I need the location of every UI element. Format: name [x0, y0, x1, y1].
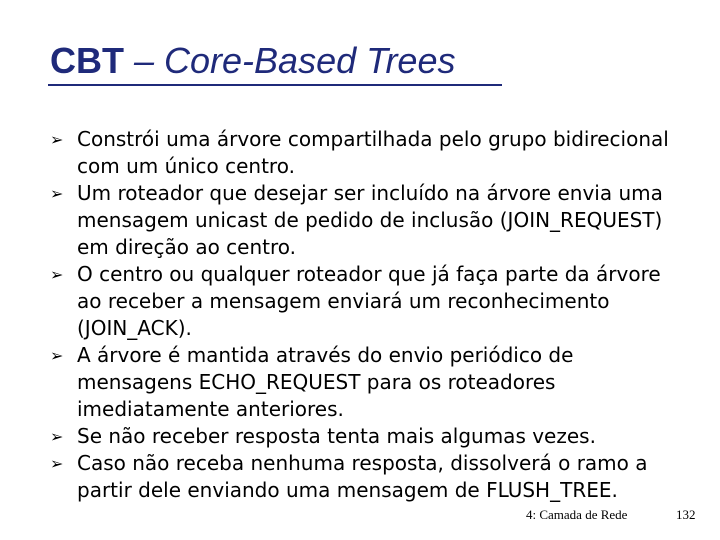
bullet-text: Caso não receba nenhuma resposta, dissolverá o ramo a partir dele enviando uma mensagem de FLUSH_TREE. [77, 451, 648, 502]
bullet-text: Constrói uma árvore compartilhada pelo grupo bidirecional com um único centro. [77, 127, 669, 178]
bullet-text: Um roteador que desejar ser incluído na árvore envia uma mensagem unicast de pedido de inclusão (JOIN_REQUEST) em direção ao centro. [77, 181, 663, 259]
bullet-item [50, 423, 670, 450]
bullet-item [50, 342, 670, 423]
arrow-bullet-icon: ➢ [50, 427, 64, 446]
arrow-bullet-icon: ➢ [50, 346, 64, 365]
title-acronym: CBT [50, 40, 124, 81]
slide-title [50, 40, 455, 82]
arrow-bullet-icon: ➢ [50, 454, 64, 473]
bullet-item [50, 180, 670, 261]
arrow-bullet-icon: ➢ [50, 265, 64, 284]
bullet-text: O centro ou qualquer roteador que já faça parte da árvore ao receber a mensagem enviará um reconhecimento (JOIN_ACK). [77, 262, 661, 340]
bullet-list [50, 126, 670, 504]
bullet-item [50, 450, 670, 504]
bullet-text: Se não receber resposta tenta mais algumas vezes. [77, 424, 596, 448]
title-rest: – Core-Based Trees [124, 40, 456, 81]
bullet-item [50, 261, 670, 342]
arrow-bullet-icon: ➢ [50, 130, 64, 149]
title-underline [48, 84, 502, 86]
bullet-text: A árvore é mantida através do envio periódico de mensagens ECHO_REQUEST para os roteadores imediatamente anteriores. [77, 343, 574, 421]
arrow-bullet-icon: ➢ [50, 184, 64, 203]
bullet-item [50, 126, 670, 180]
footer-chapter: 4: Camada de Rede [526, 507, 628, 522]
page-number: 132 [676, 507, 696, 522]
